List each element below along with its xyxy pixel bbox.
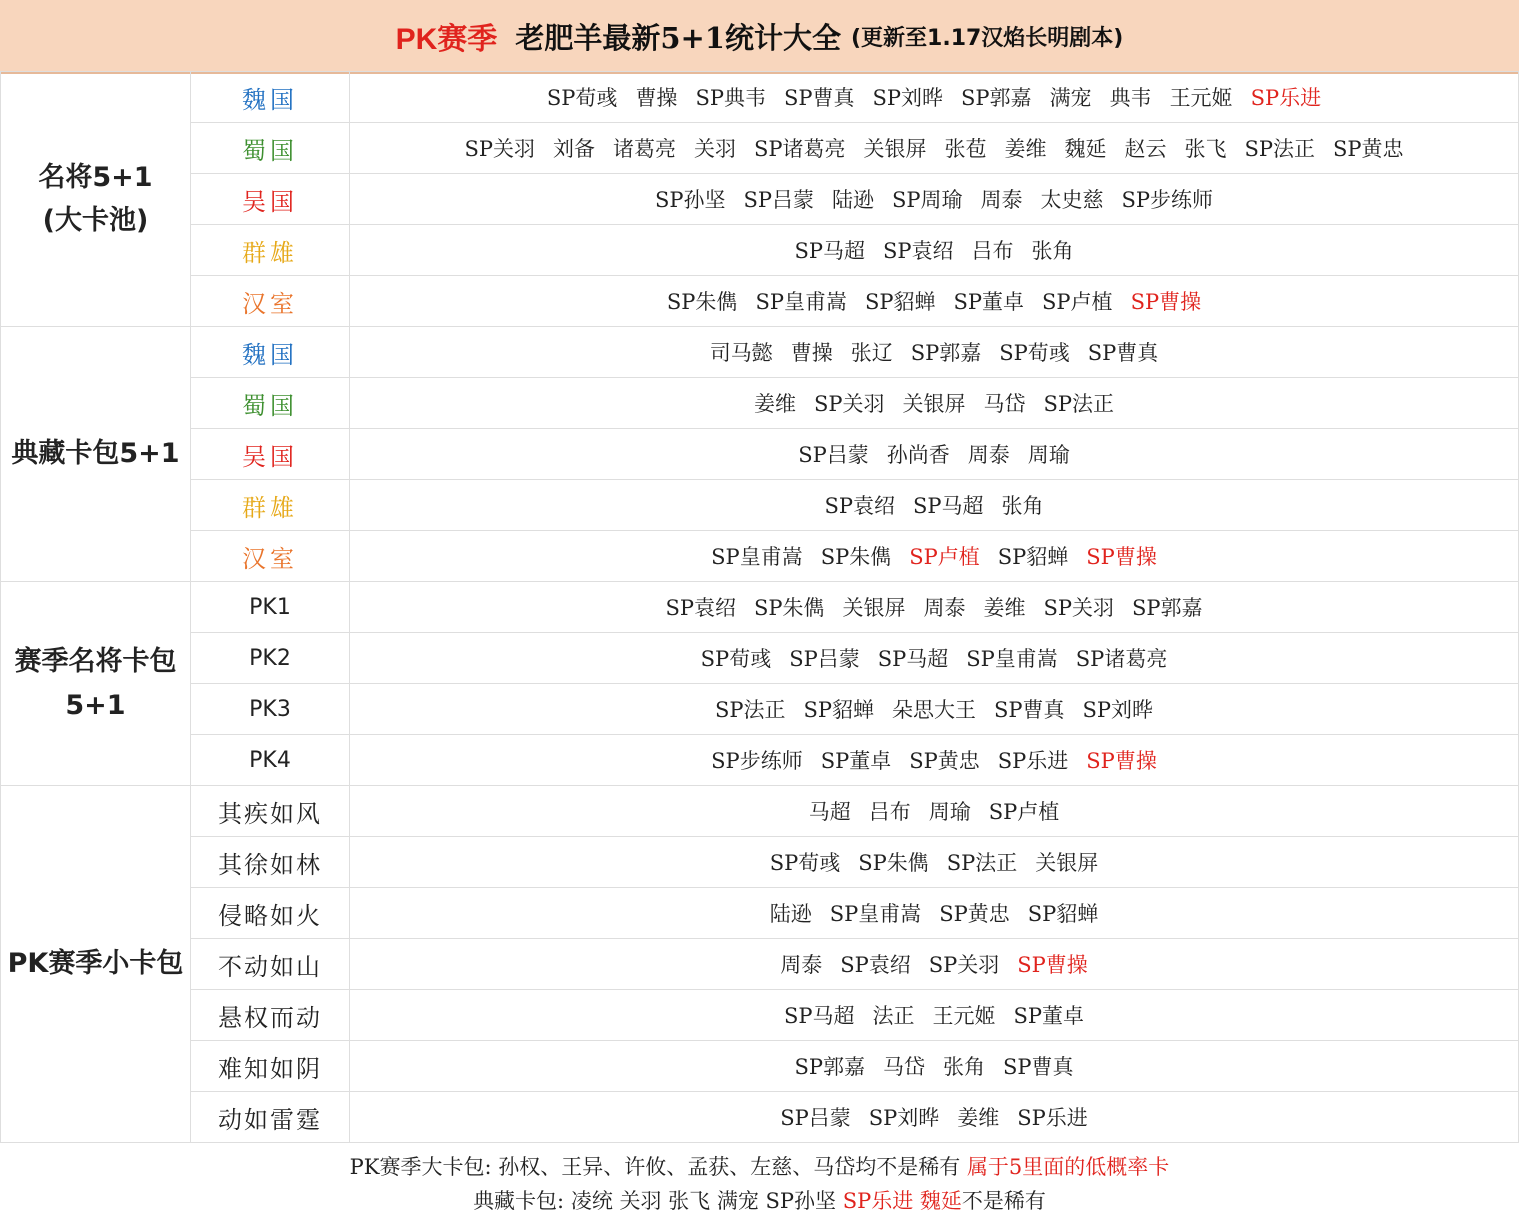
- card-name: SP卢植: [988, 800, 1060, 824]
- card-name: 马超: [808, 800, 851, 824]
- card-name: SP吕蒙: [798, 443, 869, 467]
- table-row: [1, 684, 1519, 735]
- table-row: [1, 174, 1519, 225]
- card-name: 周瑜: [1027, 443, 1070, 467]
- card-name: SP乐进: [997, 749, 1069, 773]
- card-name: SP吕蒙: [780, 1106, 851, 1130]
- card-name: SP诸葛亮: [1075, 647, 1168, 671]
- card-list: [350, 735, 1519, 786]
- footer-line-1: [0, 1150, 1519, 1184]
- card-list: [350, 582, 1519, 633]
- table-row: [1, 939, 1519, 990]
- card-name: 张角: [1031, 239, 1074, 263]
- card-name: SP袁绍: [665, 596, 736, 620]
- card-name: 赵云: [1124, 137, 1167, 161]
- group-label: [1, 72, 191, 327]
- table-row: [1, 1092, 1519, 1143]
- card-name: 张飞: [1184, 137, 1227, 161]
- card-name: 马岱: [983, 392, 1026, 416]
- card-name: 魏延: [1064, 137, 1107, 161]
- card-name: SP关羽: [928, 953, 1000, 977]
- card-name: SP卢植: [1042, 290, 1113, 314]
- card-name: 曹操: [635, 86, 678, 110]
- card-name: SP貂蝉: [864, 290, 936, 314]
- card-name: SP法正: [1043, 392, 1115, 416]
- card-list: [350, 123, 1519, 174]
- card-name: SP关羽: [1043, 596, 1115, 620]
- card-name: 陆逊: [832, 188, 874, 212]
- card-name: SP袁绍: [883, 239, 954, 263]
- faction-label: PK2: [191, 633, 350, 684]
- card-name: SP步练师: [711, 749, 803, 773]
- faction-label: 难知如阴: [191, 1041, 350, 1092]
- card-name: SP法正: [946, 851, 1018, 875]
- footer-line-2: [0, 1184, 1519, 1218]
- card-name: SP董卓: [820, 749, 892, 773]
- card-name: SP关羽: [464, 137, 535, 161]
- card-name: SP貂蝉: [997, 545, 1069, 569]
- title-note: (更新至1.17汉焰长明剧本): [850, 25, 1124, 51]
- card-name: SP曹真: [1003, 1055, 1074, 1079]
- card-name: 孙尚香: [886, 443, 950, 467]
- faction-label: 蜀国: [191, 123, 350, 174]
- card-name: 满宠: [1049, 86, 1092, 110]
- card-name: SP皇甫嵩: [711, 545, 803, 569]
- card-name: 法正: [872, 1004, 915, 1028]
- table-row: [1, 327, 1519, 378]
- card-name: 典韦: [1109, 86, 1152, 110]
- table-row: [1, 378, 1519, 429]
- card-name: 关银屏: [863, 137, 927, 161]
- card-name: 诸葛亮: [612, 137, 676, 161]
- footer-line-2-text: 典藏卡包: 凌统 关羽 张飞 满宠 SP孙坚: [473, 1189, 837, 1213]
- card-name: SP袁绍: [840, 953, 911, 977]
- table-row: [1, 480, 1519, 531]
- card-name: SP皇甫嵩: [755, 290, 847, 314]
- faction-label: 魏国: [191, 72, 350, 123]
- footer-line-1-highlight: 属于5里面的低概率卡: [966, 1155, 1170, 1179]
- card-name: SP郭嘉: [910, 341, 982, 365]
- faction-label: 群雄: [191, 225, 350, 276]
- card-name: SP皇甫嵩: [966, 647, 1058, 671]
- card-name: 周泰: [923, 596, 966, 620]
- card-name: SP典韦: [695, 86, 766, 110]
- card-name: SP皇甫嵩: [829, 902, 922, 926]
- card-name: 张角: [943, 1055, 985, 1079]
- card-name: 张角: [1001, 494, 1044, 518]
- card-name: SP荀彧: [999, 341, 1070, 365]
- faction-label: 吴国: [191, 429, 350, 480]
- card-name: SP郭嘉: [1132, 596, 1203, 620]
- table-row: [1, 786, 1519, 837]
- card-list: [350, 684, 1519, 735]
- card-name: SP马超: [877, 647, 949, 671]
- card-name: SP朱儁: [820, 545, 892, 569]
- card-name: SP荀彧: [700, 647, 772, 671]
- group-label: [1, 786, 191, 1143]
- card-list: [350, 1041, 1519, 1092]
- card-name: 曹操: [790, 341, 833, 365]
- table-row: [1, 633, 1519, 684]
- card-name: SP乐进: [1017, 1106, 1088, 1130]
- card-name: 陆逊: [769, 902, 812, 926]
- card-name: SP黄忠: [1333, 137, 1404, 161]
- group-label-line1: 赛季名将卡包: [14, 646, 177, 678]
- card-name: 姜维: [1004, 137, 1047, 161]
- card-name: SP朱儁: [858, 851, 929, 875]
- card-name: 周泰: [967, 443, 1010, 467]
- table-row: [1, 888, 1519, 939]
- card-list: [350, 990, 1519, 1041]
- card-name: 姜维: [983, 596, 1026, 620]
- card-name: 吕布: [971, 239, 1014, 263]
- group-label-line2: 5+1: [65, 689, 126, 721]
- table-row: [1, 429, 1519, 480]
- card-list: [350, 939, 1519, 990]
- card-name: 姜维: [753, 392, 796, 416]
- card-name: 太史慈: [1040, 188, 1104, 212]
- faction-label: PK1: [191, 582, 350, 633]
- card-name: SP刘晔: [1082, 698, 1154, 722]
- card-name: 王元姬: [932, 1004, 996, 1028]
- card-name: SP貂蝉: [803, 698, 874, 722]
- group-label: [1, 327, 191, 582]
- card-list: [350, 327, 1519, 378]
- table-row: [1, 735, 1519, 786]
- title-main: 老肥羊最新5+1统计大全: [515, 20, 841, 55]
- card-name: SP曹真: [994, 698, 1065, 722]
- card-name: SP董卓: [953, 290, 1025, 314]
- card-name-highlighted: SP卢植: [909, 545, 980, 569]
- card-name: SP黄忠: [909, 749, 980, 773]
- table-row: [1, 582, 1519, 633]
- card-name: 关银屏: [902, 392, 966, 416]
- card-pool-table: [0, 71, 1519, 1143]
- faction-label: 汉室: [191, 276, 350, 327]
- card-name-highlighted: SP曹操: [1086, 545, 1157, 569]
- table-row: [1, 123, 1519, 174]
- card-name: 周瑜: [928, 800, 971, 824]
- group-label-line1: 典藏卡包5+1: [11, 438, 180, 470]
- card-name-highlighted: SP曹操: [1017, 953, 1088, 977]
- card-name: SP黄忠: [939, 902, 1010, 926]
- card-name: 关银屏: [1035, 851, 1099, 875]
- card-name: 关银屏: [842, 596, 906, 620]
- card-name: SP荀彧: [769, 851, 841, 875]
- card-name-highlighted: SP乐进: [1250, 86, 1322, 110]
- title-bar: [0, 0, 1519, 74]
- group-label-line1: PK赛季小卡包: [7, 948, 184, 980]
- footer-notes: [0, 1150, 1519, 1218]
- card-name: SP吕蒙: [789, 647, 860, 671]
- card-name: SP诸葛亮: [753, 137, 846, 161]
- faction-label: 其疾如风: [191, 786, 350, 837]
- group-label-line1: 名将5+1: [38, 161, 153, 193]
- card-name: 吕布: [868, 800, 911, 824]
- card-name: 马岱: [883, 1055, 925, 1079]
- card-name: SP马超: [913, 494, 984, 518]
- card-list: [350, 1092, 1519, 1143]
- card-list: [350, 633, 1519, 684]
- card-name: 朵思大王: [892, 698, 976, 722]
- card-list: [350, 276, 1519, 327]
- faction-label: 蜀国: [191, 378, 350, 429]
- footer-line-2-highlight: SP乐进 魏延: [842, 1189, 962, 1213]
- card-name: SP孙坚: [654, 188, 726, 212]
- card-name: SP刘晔: [872, 86, 944, 110]
- card-name: SP马超: [794, 239, 865, 263]
- card-name: SP朱儁: [666, 290, 738, 314]
- card-list: [350, 837, 1519, 888]
- card-name: 王元姬: [1169, 86, 1233, 110]
- table-row: [1, 276, 1519, 327]
- card-name-highlighted: SP曹操: [1086, 749, 1157, 773]
- card-name: SP朱儁: [753, 596, 825, 620]
- faction-label: 不动如山: [191, 939, 350, 990]
- faction-label: 魏国: [191, 327, 350, 378]
- table-row: [1, 531, 1519, 582]
- card-name: SP袁绍: [824, 494, 895, 518]
- faction-label: 动如雷霆: [191, 1092, 350, 1143]
- footer-line-2-tail: 不是稀有: [961, 1189, 1046, 1213]
- card-name: 张苞: [944, 137, 987, 161]
- card-name: SP法正: [1244, 137, 1316, 161]
- table-row: [1, 990, 1519, 1041]
- card-list: [350, 480, 1519, 531]
- card-name: SP董卓: [1013, 1004, 1085, 1028]
- faction-label: 群雄: [191, 480, 350, 531]
- card-list: [350, 888, 1519, 939]
- card-name: SP曹真: [1087, 341, 1159, 365]
- card-list: [350, 786, 1519, 837]
- card-name: SP荀彧: [546, 86, 618, 110]
- card-name: SP步练师: [1121, 188, 1214, 212]
- faction-label: PK4: [191, 735, 350, 786]
- card-name: 周泰: [780, 953, 823, 977]
- card-name: 司马懿: [709, 341, 773, 365]
- card-list: [350, 174, 1519, 225]
- faction-label: 吴国: [191, 174, 350, 225]
- card-name: SP吕蒙: [743, 188, 814, 212]
- card-name: 关羽: [693, 137, 736, 161]
- table-row: [1, 225, 1519, 276]
- card-name-highlighted: SP曹操: [1130, 290, 1202, 314]
- table-row: [1, 1041, 1519, 1092]
- faction-label: 汉室: [191, 531, 350, 582]
- table-row: [1, 72, 1519, 123]
- card-name: SP刘晔: [868, 1106, 940, 1130]
- card-list: [350, 531, 1519, 582]
- table-row: [1, 837, 1519, 888]
- card-name: 刘备: [552, 137, 595, 161]
- faction-label: PK3: [191, 684, 350, 735]
- card-name: 姜维: [957, 1106, 1000, 1130]
- card-list: [350, 225, 1519, 276]
- card-name: 张辽: [850, 341, 893, 365]
- card-name: SP曹真: [783, 86, 855, 110]
- card-list: [350, 378, 1519, 429]
- card-name: SP郭嘉: [794, 1055, 865, 1079]
- card-name: SP周瑜: [892, 188, 963, 212]
- card-list: [350, 429, 1519, 480]
- card-name: SP法正: [714, 698, 786, 722]
- card-name: SP郭嘉: [961, 86, 1032, 110]
- card-name: 周泰: [980, 188, 1023, 212]
- card-name: SP貂蝉: [1027, 902, 1099, 926]
- footer-line-1-text: PK赛季大卡包: 孙权、王异、许攸、孟获、左慈、马岱均不是稀有: [349, 1155, 961, 1179]
- card-list: [350, 72, 1519, 123]
- group-label-line2: (大卡池): [42, 205, 149, 236]
- card-name: SP马超: [783, 1004, 855, 1028]
- title-pk: PK赛季: [395, 23, 498, 56]
- faction-label: 悬权而动: [191, 990, 350, 1041]
- faction-label: 侵略如火: [191, 888, 350, 939]
- group-label: [1, 582, 191, 786]
- card-name: SP关羽: [813, 392, 885, 416]
- faction-label: 其徐如林: [191, 837, 350, 888]
